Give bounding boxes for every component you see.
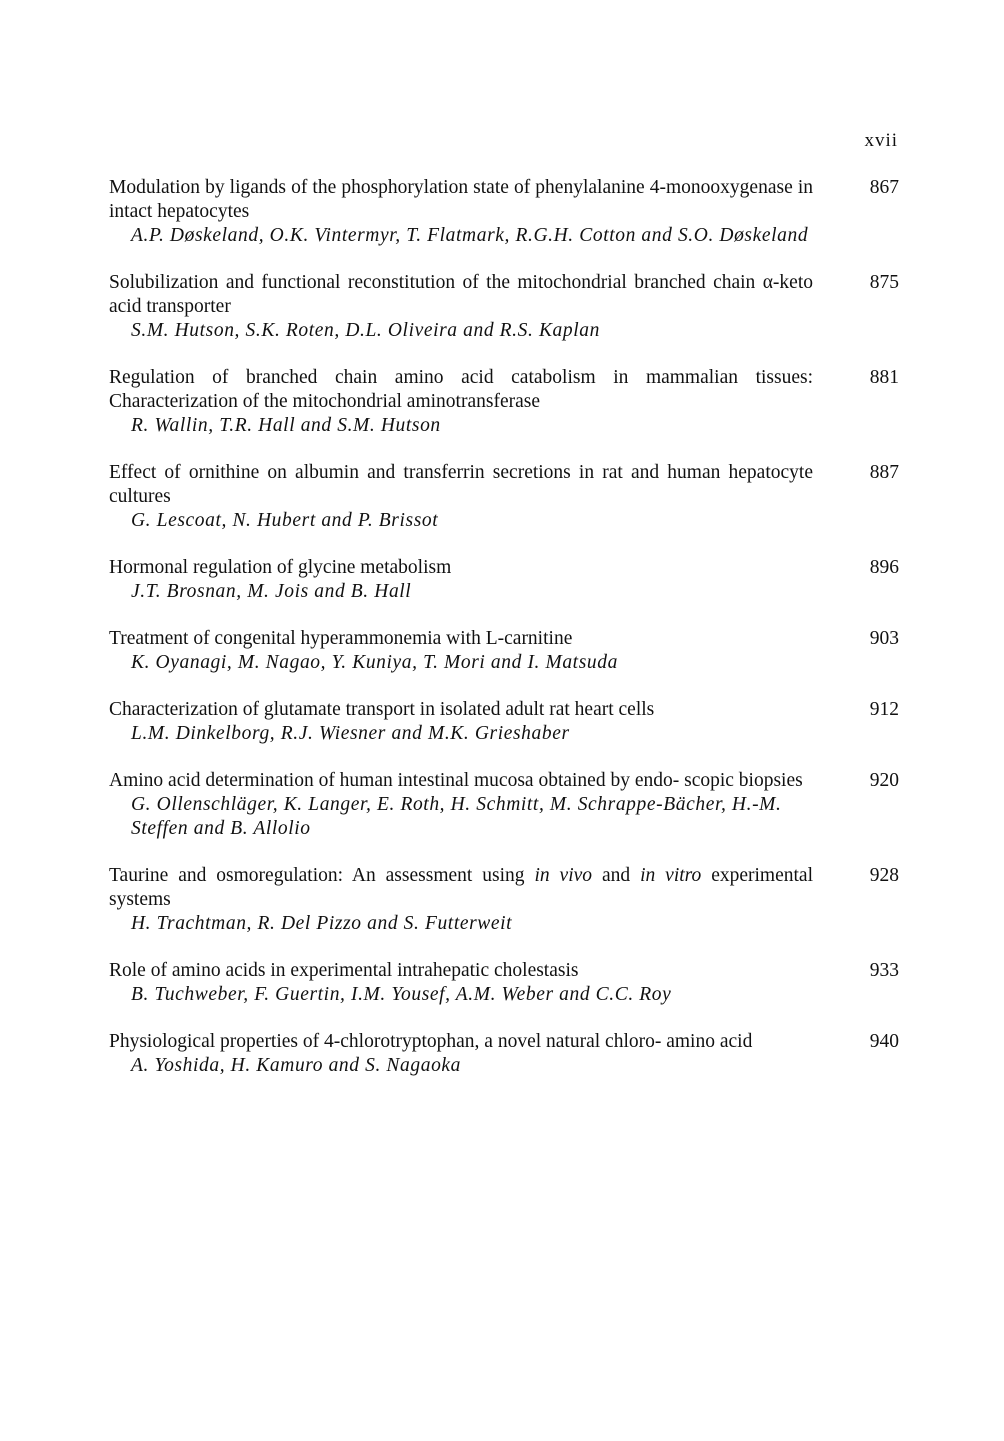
entry-title: Hormonal regulation of glycine metabolism (109, 557, 452, 578)
entry-title: Physiological properties of 4-chlorotryptophan, a novel natural chloro- amino acid (109, 1031, 753, 1052)
toc-entry[interactable] (109, 864, 899, 936)
entry-title: Regulation of branched chain amino acid catabolism in mammalian tissues: Characterization of the mitochondrial aminotransferase (109, 367, 813, 412)
entry-authors: A. Yoshida, H. Kamuro and S. Nagaoka (131, 1055, 462, 1076)
entry-title-part: experimental systems (109, 865, 814, 910)
entry-page-number: 940 (869, 1031, 899, 1052)
entry-authors: R. Wallin, T.R. Hall and S.M. Hutson (131, 415, 441, 436)
page-number: xvii (864, 130, 898, 151)
entry-title (109, 864, 813, 912)
entry-authors: G. Ollenschläger, K. Langer, E. Roth, H. Schmitt, M. Schrappe-Bächer, H.-M. Steffen and B. Allolio (131, 794, 782, 839)
toc-entry[interactable] (109, 959, 899, 1007)
entry-title: Treatment of congenital hyperammonemia with L-carnitine (109, 628, 573, 649)
entry-title: Solubilization and functional reconstitution of the mitochondrial branched chain α-keto acid transporter (109, 272, 813, 317)
entry-page-number: 875 (869, 272, 899, 293)
entry-page-number: 933 (869, 960, 899, 981)
toc-entry[interactable] (109, 366, 899, 438)
toc-entry[interactable] (109, 461, 899, 533)
entry-page-number: 881 (869, 367, 899, 388)
entry-authors: J.T. Brosnan, M. Jois and B. Hall (131, 581, 412, 602)
toc-entry[interactable] (109, 556, 899, 604)
entry-authors: G. Lescoat, N. Hubert and P. Brissot (131, 510, 439, 531)
entry-title-part: Taurine and osmoregulation: An assessment using (109, 865, 535, 886)
entry-title: Characterization of glutamate transport in isolated adult rat heart cells (109, 699, 655, 720)
entry-page-number: 928 (869, 865, 899, 886)
entry-page-number: 867 (869, 177, 899, 198)
entry-page-number: 896 (869, 557, 899, 578)
entry-title-part-italic: in vitro (640, 865, 702, 886)
toc-entry[interactable] (109, 271, 899, 343)
toc-entry[interactable] (109, 1030, 899, 1078)
toc-entry[interactable] (109, 698, 899, 746)
entry-authors: B. Tuchweber, F. Guertin, I.M. Yousef, A.M. Weber and C.C. Roy (131, 984, 672, 1005)
entry-title: Role of amino acids in experimental intrahepatic cholestasis (109, 960, 579, 981)
entry-title: Modulation by ligands of the phosphorylation state of phenylalanine 4-monooxygenase in intact hepatocytes (109, 177, 813, 222)
entry-authors: A.P. Døskeland, O.K. Vintermyr, T. Flatmark, R.G.H. Cotton and S.O. Døskeland (131, 225, 809, 246)
entry-title: Amino acid determination of human intestinal mucosa obtained by endo- scopic biopsies (109, 770, 803, 791)
entry-authors: K. Oyanagi, M. Nagao, Y. Kuniya, T. Mori and I. Matsuda (131, 652, 618, 673)
entry-page-number: 887 (869, 462, 899, 483)
entry-page-number: 920 (869, 770, 899, 791)
table-of-contents (109, 176, 899, 1101)
entry-title: Effect of ornithine on albumin and transferrin secretions in rat and human hepatocyte cultures (109, 462, 813, 507)
entry-page-number: 912 (869, 699, 899, 720)
entry-title-part-italic: in vivo (534, 865, 593, 886)
entry-authors: S.M. Hutson, S.K. Roten, D.L. Oliveira and R.S. Kaplan (131, 320, 600, 341)
toc-entry[interactable] (109, 769, 899, 841)
entry-authors: H. Trachtman, R. Del Pizzo and S. Futterweit (131, 913, 513, 934)
entry-authors: L.M. Dinkelborg, R.J. Wiesner and M.K. Grieshaber (131, 723, 570, 744)
toc-entry[interactable] (109, 627, 899, 675)
entry-page-number: 903 (869, 628, 899, 649)
toc-entry[interactable] (109, 176, 899, 248)
entry-title-part: and (592, 865, 641, 886)
